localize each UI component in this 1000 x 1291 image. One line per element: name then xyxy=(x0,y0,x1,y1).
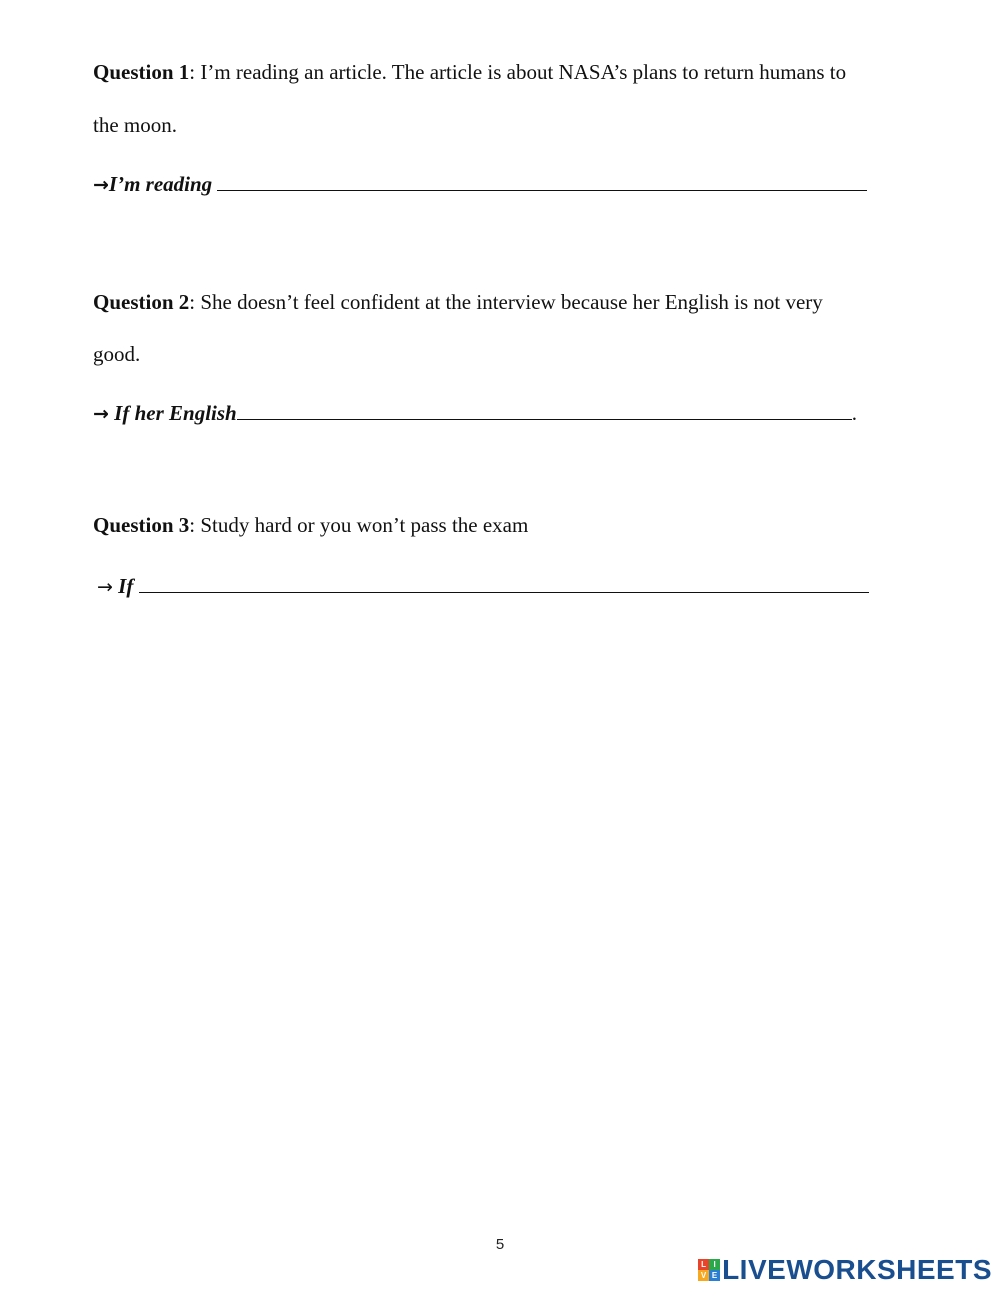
question-1-line-2 xyxy=(93,111,177,139)
question-3-answer-blank[interactable] xyxy=(139,572,869,593)
question-2-answer-suffix: . xyxy=(851,401,857,425)
question-1-text-line-1: : I’m reading an article. The article is about NASA’s plans to return humans to xyxy=(189,60,847,84)
liveworksheets-wordmark: LIVEWORKSHEETS xyxy=(722,1254,992,1285)
question-1-line-1 xyxy=(93,58,846,86)
arrow-right-icon: → xyxy=(97,576,113,598)
arrow-right-icon: → xyxy=(93,403,109,425)
logo-letter-v: V xyxy=(698,1270,709,1281)
liveworksheets-brand[interactable] xyxy=(698,1254,992,1286)
question-3-answer-prefix: If xyxy=(112,574,139,598)
question-3-label: Question 3 xyxy=(93,513,190,537)
question-2-line-2 xyxy=(93,340,140,368)
question-2-answer xyxy=(93,399,857,428)
question-1-text-line-2: the moon. xyxy=(93,113,177,137)
question-3-text-line-1: : Study hard or you won’t pass the exam xyxy=(189,513,529,537)
question-3-line-1 xyxy=(93,511,528,539)
question-2-line-1 xyxy=(93,288,823,316)
question-2-text-line-1: : She doesn’t feel confident at the interview because her English is not very xyxy=(189,290,823,314)
logo-letter-e: E xyxy=(709,1270,720,1281)
arrow-right-icon: → xyxy=(93,174,109,196)
liveworksheets-logo-icon xyxy=(698,1259,720,1281)
logo-letter-i: I xyxy=(709,1259,720,1270)
page-number: 5 xyxy=(495,1236,505,1253)
question-1-answer xyxy=(93,170,867,199)
question-1-answer-blank[interactable] xyxy=(217,170,867,191)
question-2-label: Question 2 xyxy=(93,290,190,314)
question-2-answer-blank[interactable] xyxy=(237,399,852,420)
question-1-answer-prefix: I’m reading xyxy=(108,172,218,196)
question-2-answer-prefix: If her English xyxy=(108,401,237,425)
logo-letter-l: L xyxy=(698,1259,709,1270)
question-1-label: Question 1 xyxy=(93,60,190,84)
question-2-text-line-2: good. xyxy=(93,342,141,366)
question-3-answer xyxy=(93,572,869,601)
